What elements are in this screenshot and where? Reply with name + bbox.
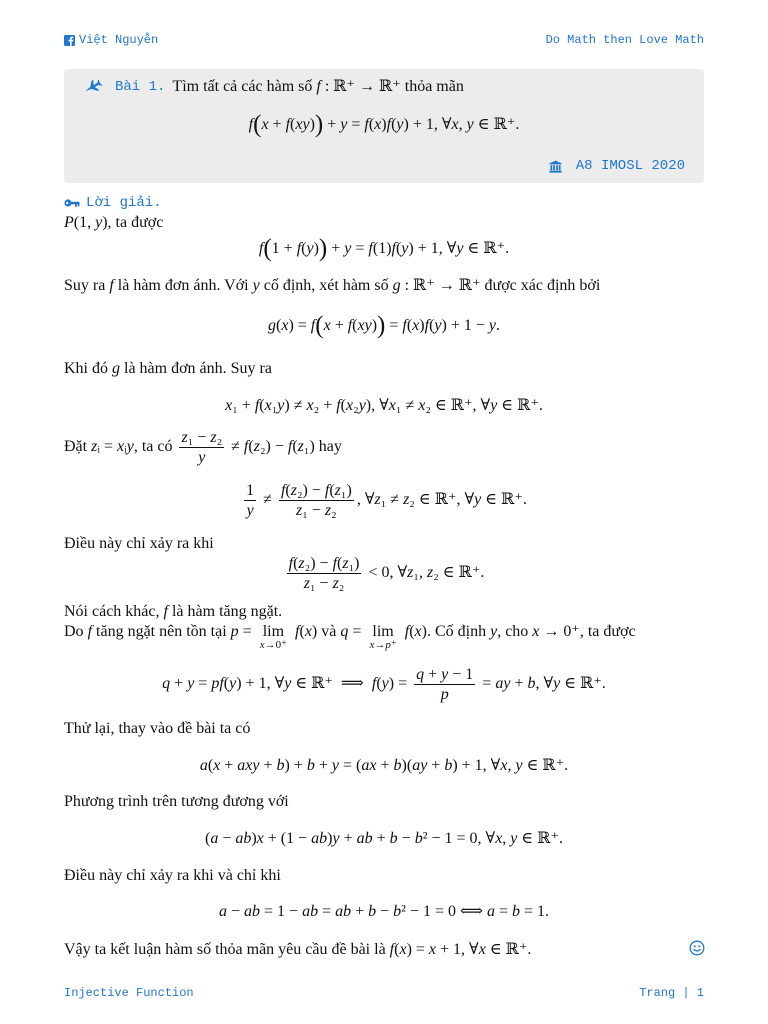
big-parenthesis: ) — [377, 311, 386, 339]
math-variable: x — [304, 623, 312, 640]
math-variable: y — [252, 277, 260, 294]
math-run: a(x + axy + b) + b + y = (ax + b)(ay + b) + 1, ∀x, y ∈ ℝ⁺. — [199, 757, 569, 774]
big-parenthesis: ( — [263, 234, 272, 262]
math-run: zᵢ = xᵢy — [91, 438, 134, 455]
solution-text-line — [64, 427, 704, 467]
math-variable: x — [306, 397, 314, 414]
math-variable: x — [500, 757, 508, 774]
fraction-numerator: q + y − 1 — [416, 665, 474, 683]
problem-statement — [172, 77, 463, 97]
math-run — [253, 276, 260, 296]
math-variable: b — [306, 757, 315, 774]
math-variable: z — [253, 438, 260, 455]
math-variable: b — [368, 903, 377, 920]
math-variable: x — [264, 397, 272, 414]
text-run: . Cố định — [426, 623, 491, 640]
math-run: f(x) — [295, 623, 318, 640]
math-run: P(1, y) — [64, 214, 108, 231]
math-variable: x — [116, 438, 125, 455]
text-run: cố định, xét hàm số — [259, 277, 393, 294]
math-variable: x — [451, 116, 459, 133]
math-variable: z — [298, 554, 305, 572]
math-variable: y — [434, 317, 442, 334]
math-variable: g — [268, 317, 276, 334]
math-variable: z — [374, 491, 381, 508]
solution-text-line — [64, 211, 704, 235]
math-variable: x — [259, 639, 265, 651]
math-run: p = — [230, 623, 256, 640]
page-footer-page — [639, 985, 704, 1001]
math-variable: y — [396, 116, 404, 133]
math-variable: x — [428, 941, 437, 958]
math-variable: f — [243, 438, 249, 455]
math-variable: f — [424, 317, 430, 334]
math-run: (a − ab)x + (1 − ab)y + ab + b − b² − 1 = 0, ∀x, y ∈ ℝ⁺. — [204, 830, 563, 847]
math-run: f(x) — [404, 623, 427, 640]
math-variable: xy — [357, 317, 372, 334]
math-variable: ab — [302, 903, 319, 920]
math-variable: y — [284, 675, 292, 692]
math-variable: b — [393, 757, 402, 774]
math-variable: x — [412, 317, 420, 334]
math-variable: y — [331, 757, 340, 774]
math-variable: b — [511, 903, 520, 920]
display-equation — [64, 480, 704, 520]
math-variable: x — [374, 116, 382, 133]
math-run: f(x) = x + 1, ∀x ∈ ℝ⁺. — [389, 941, 532, 958]
text-run: là hàm đơn ánh. Suy ra — [120, 360, 272, 377]
math-variable: x — [532, 623, 540, 640]
math-run: , ∀z₁ ≠ z₂ ∈ ℝ⁺, ∀y ∈ ℝ⁺. — [356, 491, 527, 508]
page-number: Trang | 1 — [639, 986, 704, 1000]
math-variable: a — [486, 903, 495, 920]
math-variable: x — [478, 941, 486, 958]
math-variable: p — [385, 639, 391, 651]
math-variable: z — [297, 438, 304, 455]
math-variable: g — [392, 277, 401, 294]
math-variable: z — [290, 481, 297, 499]
math-run: < 0, ∀z₁, z₂ ∈ ℝ⁺. — [364, 564, 485, 581]
solution-text-line — [64, 620, 704, 651]
text-run: thỏa mãn — [400, 78, 464, 95]
math-variable: y — [381, 675, 389, 692]
text-run: Thử lại, thay vào đề bài ta có — [64, 720, 251, 737]
math-variable: y — [344, 240, 352, 257]
header-motto: Do Math then Love Math — [545, 33, 704, 47]
page-header-motto — [546, 32, 704, 48]
math-variable: f — [402, 317, 407, 334]
math-variable: q — [162, 675, 171, 692]
math-variable: pf — [211, 675, 224, 692]
text-run: , cho — [497, 623, 533, 640]
math-variable: ay — [412, 757, 428, 774]
math-variable: z — [324, 501, 332, 519]
text-run: Điều này chỉ xảy ra khi và chỉ khi — [64, 867, 281, 884]
math-run: = f(x)f(y) + 1 − y. — [385, 317, 500, 334]
text-run: , ta được — [579, 623, 636, 640]
math-variable: f — [316, 78, 321, 95]
math-run: ≠ — [259, 491, 276, 508]
math-variable: p — [230, 623, 239, 640]
math-run: g : ℝ⁺ → ℝ⁺ — [392, 277, 481, 294]
text-run: Nói cách khác, — [64, 603, 164, 620]
fraction — [414, 666, 475, 703]
math-variable: ab — [244, 903, 261, 920]
math-variable: f — [248, 116, 254, 133]
math-variable: x — [388, 397, 396, 414]
math-variable: b — [393, 903, 402, 920]
display-equation — [64, 827, 704, 851]
math-run: 1 + f(y) — [271, 240, 319, 257]
text-run: Suy ra — [64, 277, 110, 294]
math-variable: xy — [295, 116, 310, 133]
problem-source-label: A8 IMOSL 2020 — [575, 158, 685, 174]
fraction-numerator: f(z₂) − f(z₁) — [288, 554, 360, 572]
math-variable: y — [187, 675, 195, 692]
math-variable: q — [416, 665, 425, 683]
text-run: Phương trình trên tương đương với — [64, 793, 289, 810]
math-variable: f — [310, 317, 316, 334]
limit — [259, 622, 287, 651]
fraction-denominator: z₁ − z₂ — [296, 501, 337, 519]
solution-text-line — [64, 274, 704, 298]
math-variable: x — [369, 639, 375, 651]
math-variable: f — [389, 941, 395, 958]
math-variable: f — [254, 397, 260, 414]
math-variable: f — [296, 240, 302, 257]
math-variable: p — [440, 685, 449, 703]
big-parenthesis: ( — [315, 311, 324, 339]
math-variable: y — [456, 240, 464, 257]
math-run: x + f(xy) — [261, 116, 315, 133]
limit — [369, 622, 397, 651]
fraction — [279, 482, 354, 519]
building-icon — [549, 160, 562, 173]
math-variable: y — [474, 491, 482, 508]
math-variable: ax — [361, 757, 377, 774]
math-variable: ab — [356, 830, 373, 847]
math-variable: q — [340, 623, 349, 640]
solution-text-line — [64, 790, 704, 814]
math-run: a − ab = 1 − ab = ab + b − b² − 1 = 0 ⟺ a = b = 1. — [218, 903, 549, 920]
math-variable: g — [112, 360, 120, 377]
problem-equation — [64, 109, 704, 141]
author-name: Việt Nguyễn — [79, 33, 159, 47]
fraction-denominator — [196, 448, 207, 466]
math-variable: a — [199, 757, 208, 774]
math-variable: b — [444, 757, 453, 774]
math-variable: x — [323, 317, 331, 334]
math-variable: z — [407, 564, 414, 581]
math-variable: f — [347, 317, 353, 334]
math-run: ≠ f(z₂) − f(z₁) — [227, 438, 315, 455]
math-run: = ay + b, ∀y ∈ ℝ⁺. — [478, 675, 606, 692]
math-variable: z — [181, 428, 188, 446]
math-variable: f — [324, 481, 330, 499]
math-variable: z — [342, 554, 349, 572]
math-variable: x — [399, 941, 407, 958]
math-variable: z — [403, 491, 410, 508]
math-variable: y — [246, 501, 254, 519]
math-variable: b — [527, 675, 536, 692]
solution-label: Lời giải. — [86, 195, 162, 211]
math-variable: y — [488, 317, 496, 334]
math-variable: z — [426, 564, 434, 581]
math-variable: f — [258, 240, 264, 257]
big-parenthesis: ) — [318, 234, 328, 262]
math-variable: f — [87, 623, 93, 640]
math-variable: f — [109, 277, 114, 294]
math-variable: y — [332, 830, 340, 847]
math-variable: z — [296, 501, 303, 519]
math-variable: f — [280, 481, 286, 499]
math-variable: y — [466, 116, 474, 133]
display-equation — [64, 234, 704, 264]
text-run: Khi đó — [64, 360, 112, 377]
math-variable: y — [510, 830, 518, 847]
smiley-icon — [689, 940, 705, 956]
math-variable: f — [287, 438, 293, 455]
math-variable: f — [285, 116, 291, 133]
text-run: Đặt — [64, 438, 92, 455]
fraction-numerator: f(z₂) − f(z₁) — [280, 481, 352, 499]
math-variable: f — [404, 623, 410, 640]
math-variable: y — [198, 448, 206, 466]
math-variable: f — [386, 116, 392, 133]
solution-heading — [64, 194, 162, 212]
text-run: Tìm tất cả các hàm số — [172, 78, 317, 95]
math-variable: f — [371, 675, 377, 692]
page-header-author — [64, 32, 158, 48]
solution-text-line — [64, 357, 704, 381]
plane-icon — [83, 80, 102, 94]
math-variable: f — [288, 554, 294, 572]
math-variable: x — [281, 317, 289, 334]
limit-subscript: x→0⁺ — [259, 639, 287, 651]
solution-text-line — [64, 717, 704, 741]
math-variable: x — [418, 397, 426, 414]
math-variable: z — [210, 428, 217, 446]
math-run: + y = f(x)f(y) + 1, ∀x, y ∈ ℝ⁺. — [323, 116, 520, 133]
fraction-numerator: 1 — [246, 481, 255, 499]
math-variable: f — [332, 554, 338, 572]
math-run: q + y = pf(y) + 1, ∀y ∈ ℝ⁺ ⟹ f(y) = — [162, 675, 412, 692]
math-variable: z — [91, 438, 98, 455]
math-variable: z — [332, 574, 339, 592]
problem-statement-row — [83, 77, 464, 97]
facebook-icon — [64, 35, 75, 46]
math-variable: f — [295, 623, 300, 640]
math-variable: f — [368, 240, 373, 257]
math-run: + y = f(1)f(y) + 1, ∀y ∈ ℝ⁺. — [327, 240, 510, 257]
math-variable: ab — [311, 830, 328, 847]
problem-box — [64, 69, 704, 183]
math-variable: y — [306, 240, 314, 257]
text-run: và — [317, 623, 341, 640]
display-equation — [64, 311, 704, 341]
display-equation — [64, 664, 704, 704]
math-variable: x — [256, 830, 264, 847]
limit-subscript: x→p⁺ — [369, 639, 397, 651]
math-variable: b — [389, 830, 398, 847]
math-run: g(x) = f — [268, 317, 316, 334]
text-run: là hàm đơn ánh. Với — [113, 277, 253, 294]
math-variable: y — [340, 116, 348, 133]
math-variable: x — [495, 830, 503, 847]
math-variable: y — [490, 397, 498, 414]
math-variable: ay — [495, 675, 511, 692]
fraction-denominator — [245, 501, 256, 519]
big-parenthesis: ( — [253, 110, 262, 138]
math-variable: b — [414, 830, 423, 847]
math-variable: x — [346, 397, 354, 414]
display-equation — [64, 394, 704, 418]
text-run: Do — [64, 623, 88, 640]
math-variable: y — [95, 214, 103, 231]
math-variable: b — [276, 757, 285, 774]
math-run — [490, 622, 497, 642]
math-run: x + f(xy) — [323, 317, 378, 334]
problem-source — [549, 157, 685, 175]
fraction-numerator: z₁ − z₂ — [181, 428, 223, 446]
math-variable: y — [277, 397, 285, 414]
math-run: x → 0⁺ — [532, 623, 580, 640]
math-variable: z — [303, 574, 310, 592]
limit-operator: lim — [372, 623, 394, 640]
math-variable: y — [515, 757, 523, 774]
math-variable: f — [163, 603, 168, 620]
math-variable: x — [414, 623, 422, 640]
math-variable: x — [261, 116, 269, 133]
math-run: f : ℝ⁺ → ℝ⁺ — [316, 78, 401, 95]
display-equation — [64, 553, 704, 593]
math-variable: y — [401, 240, 409, 257]
math-variable: ab — [335, 903, 352, 920]
math-variable: f — [364, 116, 369, 133]
math-variable: z — [334, 481, 341, 499]
page-footer-topic — [64, 985, 194, 1001]
fraction-denominator: z₁ − z₂ — [303, 574, 345, 592]
math-variable: x — [225, 397, 233, 414]
big-parenthesis: ) — [314, 110, 324, 138]
text-run: Điều này chỉ xảy ra khi — [64, 535, 214, 552]
math-variable: a — [210, 830, 219, 847]
math-variable: f — [336, 397, 341, 414]
math-variable: y — [358, 397, 366, 414]
key-icon — [64, 197, 80, 209]
display-equation — [64, 754, 704, 778]
math-variable: y — [126, 438, 134, 455]
math-variable: a — [218, 903, 227, 920]
text-run: , ta có — [133, 438, 177, 455]
text-run: hay — [314, 438, 342, 455]
math-run — [112, 359, 120, 379]
display-equation — [64, 900, 704, 924]
math-run: q = — [340, 623, 366, 640]
text-run: là hàm tăng ngặt. — [167, 603, 283, 620]
math-variable: y — [229, 675, 237, 692]
math-variable: x — [213, 757, 221, 774]
text-run: tăng ngặt nên tồn tại — [92, 623, 231, 640]
fraction-denominator — [439, 685, 451, 703]
math-variable: axy — [237, 757, 260, 774]
math-run: x₁ + f(x₁y) ≠ x₂ + f(x₂y), ∀x₁ ≠ x₂ ∈ ℝ⁺, ∀y ∈ ℝ⁺. — [225, 397, 543, 414]
math-variable: ab — [235, 830, 252, 847]
math-variable: y — [553, 675, 561, 692]
solution-text-line — [64, 864, 704, 888]
text-run: , ta được — [107, 214, 164, 231]
fraction — [287, 555, 362, 592]
math-variable: y — [490, 623, 498, 640]
text-run: Vậy ta kết luận hàm số thỏa mãn yêu cầu đề bài là — [64, 941, 390, 958]
solution-conclusion-line — [64, 938, 704, 962]
math-variable: y — [441, 665, 449, 683]
footer-topic: Injective Function — [64, 986, 194, 1000]
limit-operator: lim — [262, 623, 285, 640]
fraction — [244, 482, 256, 519]
text-run: được xác định bởi — [480, 277, 601, 294]
math-variable: f — [391, 240, 396, 257]
math-variable: P — [64, 214, 74, 231]
problem-label: Bài 1. — [115, 79, 166, 95]
fraction — [179, 429, 224, 466]
